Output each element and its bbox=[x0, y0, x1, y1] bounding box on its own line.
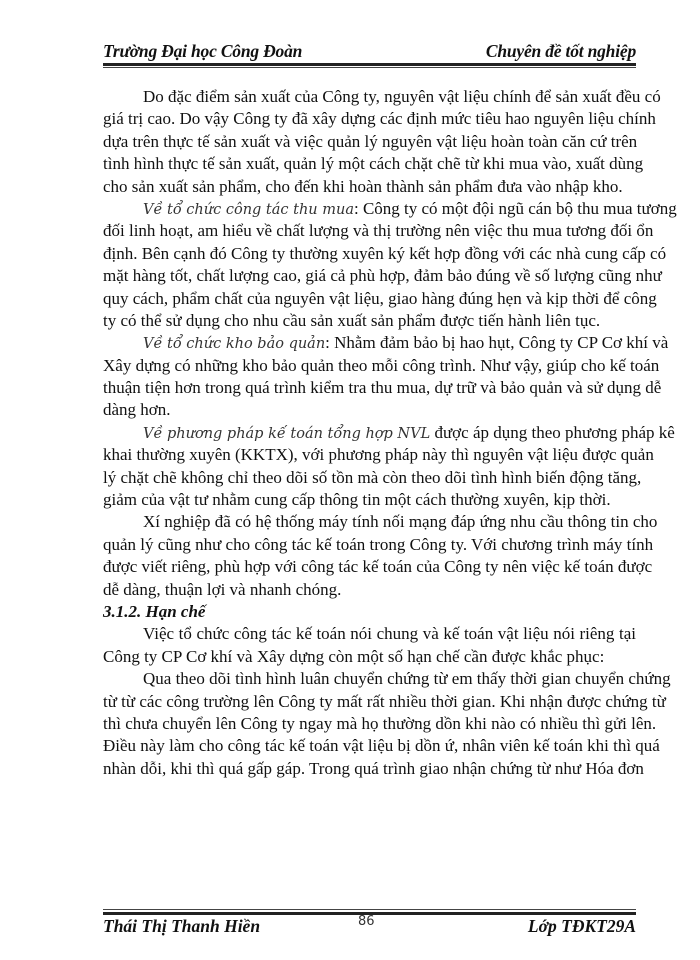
italic-lead-warehouse: Về tổ chức kho bảo quản bbox=[143, 336, 326, 353]
footer-divider-thin bbox=[103, 909, 636, 910]
text-line: ty có thể sử dụng cho nhu cầu sản xuất sản phẩm được tiến hành liên tục. bbox=[103, 310, 601, 330]
paragraph-limitations-intro bbox=[103, 623, 636, 668]
text-line: từ từ các công trường lên Công ty mất rất nhiều thời gian. Khi nhận được chứng từ bbox=[103, 691, 666, 711]
text-line: Xí nghiệp đã có hệ thống máy tính nối mạng đáp ứng nhu cầu thông tin cho bbox=[143, 512, 658, 532]
text-line: Việc tổ chức công tác kế toán nói chung và kế toán vật liệu nói riêng tại bbox=[143, 624, 636, 644]
paragraph-computer-system bbox=[103, 511, 658, 601]
text-line bbox=[103, 332, 669, 354]
text-line: quản lý cũng như cho công tác kế toán trong Công ty. Với chương trình máy tính bbox=[103, 534, 654, 554]
text-line: Điều này làm cho công tác kế toán vật liệu bị dồn ứ, nhân viên kế toán khi thì quá bbox=[103, 736, 660, 756]
header-divider-thick bbox=[103, 63, 636, 66]
text-line: dàng hơn. bbox=[103, 400, 171, 420]
text-line: đối linh hoạt, am hiểu về chất lượng và thị trường nên việc thu mua tương đối ổn bbox=[103, 221, 654, 241]
text-line: giá trị cao. Do vậy Công ty đã xây dựng các định mức tiêu hao nguyên liệu chính bbox=[103, 109, 656, 129]
paragraph-document-flow bbox=[103, 668, 671, 780]
text-line: Xây dựng có những kho bảo quản theo mỗi công trình. Như vậy, giúp cho kế toán bbox=[103, 355, 660, 375]
text-line: Công ty CP Cơ khí và Xây dựng còn một số hạn chế cần được khắc phục: bbox=[103, 646, 605, 666]
text-line: tình hình thực tế sản xuất, quản lý một cách chặt chẽ từ khi mua vào, xuất dùng bbox=[103, 154, 644, 174]
section-heading: 3.1.2. Hạn chế bbox=[103, 601, 206, 621]
italic-lead-accounting-method: Về phương pháp kế toán tổng hợp NVL bbox=[143, 425, 431, 442]
paragraph-production-characteristics bbox=[103, 86, 661, 198]
text-line: nhàn dỗi, khi thì quá gấp gáp. Trong quá trình giao nhận chứng từ như Hóa đơn bbox=[103, 758, 644, 778]
text-line: lý chặt chẽ không chỉ theo dõi số tồn mà còn theo dõi tình hình biến động tăng, bbox=[103, 467, 642, 487]
text-line: khai thường xuyên (KKTX), với phương pháp này thì nguyên vật liệu được quản bbox=[103, 445, 654, 465]
page-body bbox=[103, 86, 677, 780]
text-line: được viết riêng, phù hợp với công tác kế toán của Công ty nên việc kế toán được bbox=[103, 557, 653, 577]
text-line: dễ dàng, thuận lợi và nhanh chóng. bbox=[103, 579, 342, 599]
footer-class-name: Lớp TĐKT29A bbox=[527, 916, 636, 936]
lead-rest: được áp dụng theo phương pháp kê bbox=[430, 422, 675, 442]
text-line: thuận tiện hơn trong quá trình kiểm tra thu mua, dự trữ và bảo quản và sử dụng dễ bbox=[103, 378, 662, 398]
text-line bbox=[103, 198, 677, 220]
text-line: Qua theo dõi tình hình luân chuyển chứng từ em thấy thời gian chuyển chứng bbox=[143, 669, 671, 689]
text-line: mặt hàng tốt, chất lượng cao, giá cả phù hợp, đảm bảo đúng về số lượng cũng như bbox=[103, 266, 662, 286]
page-footer bbox=[103, 916, 636, 938]
text-line bbox=[103, 422, 675, 444]
section-heading-limitations bbox=[103, 601, 636, 623]
text-line: giảm của vật tư nhằm cung cấp thông tin một cách thường xuyên, kịp thời. bbox=[103, 490, 611, 510]
italic-lead-purchasing: Về tổ chức công tác thu mua bbox=[143, 201, 354, 218]
lead-rest: : Nhằm đảm bảo bị hao hụt, Công ty CP Cơ khí và bbox=[325, 333, 669, 353]
page-header bbox=[103, 38, 636, 62]
text-line: thì chưa chuyển lên Công ty ngay mà họ thường dồn khi nào có nhiều thì gửi lên. bbox=[103, 713, 657, 733]
paragraph-accounting-method bbox=[103, 422, 675, 512]
text-line: Do đặc điểm sản xuất của Công ty, nguyên vật liệu chính để sản xuất đều có bbox=[143, 87, 661, 106]
header-divider-thin bbox=[103, 67, 636, 68]
page-number: 86 bbox=[358, 914, 375, 929]
footer-author-name: Thái Thị Thanh Hiền bbox=[103, 916, 261, 936]
text-line: cho sản xuất sản phẩm, cho đến khi hoàn thành sản phẩm đưa vào nhập kho. bbox=[103, 176, 623, 196]
paragraph-warehouse bbox=[103, 332, 669, 422]
text-line: định. Bên cạnh đó Công ty thường xuyên ký kết hợp đồng với các nhà cung cấp có bbox=[103, 243, 667, 263]
header-school-name: Trường Đại học Công Đoàn bbox=[103, 41, 303, 61]
text-line: quy cách, phẩm chất của nguyên vật liệu, giao hàng đúng hẹn và kịp thời để công bbox=[103, 288, 657, 308]
paragraph-purchasing bbox=[103, 198, 677, 332]
header-document-type: Chuyên đề tốt nghiệp bbox=[485, 41, 636, 61]
lead-rest: : Công ty có một đội ngũ cán bộ thu mua tương bbox=[353, 198, 677, 218]
text-line: dựa trên thực tế sản xuất và việc quản lý nguyên vật liệu hoàn toàn căn cứ trên bbox=[103, 131, 638, 151]
